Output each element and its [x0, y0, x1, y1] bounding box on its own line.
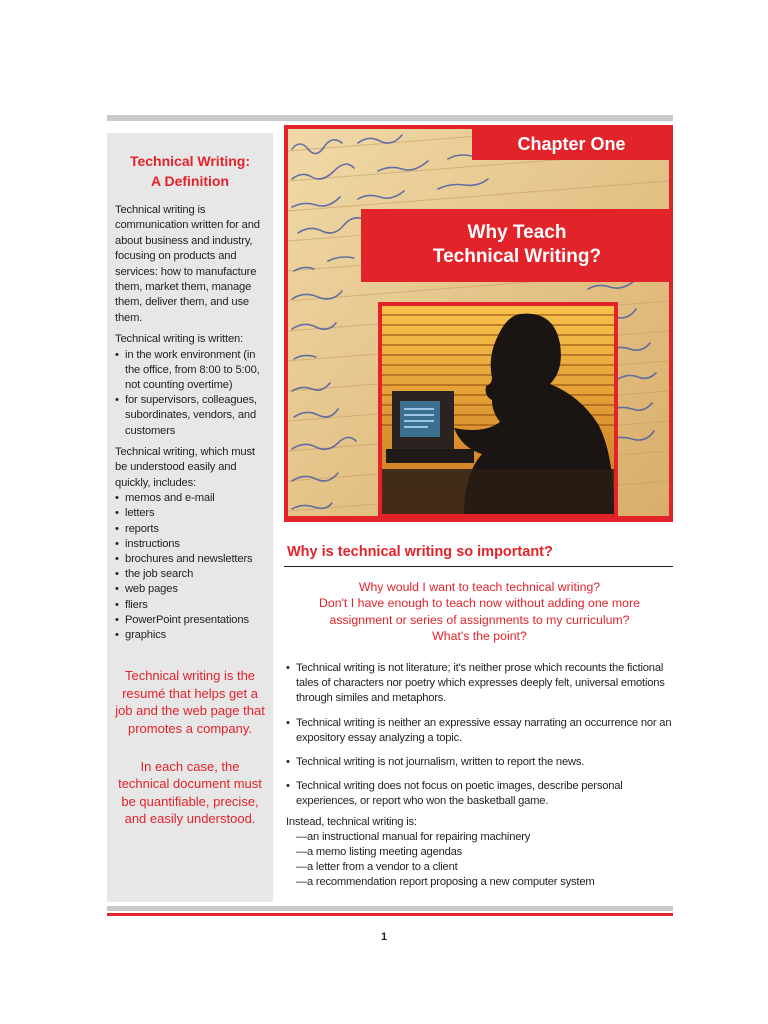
list-item: • reports: [115, 522, 265, 537]
list-item: • brochures and newsletters: [115, 552, 265, 567]
chapter-title-line1: Why Teach: [467, 222, 567, 243]
list-item: • instructions: [115, 537, 265, 552]
list-item: • memos and e-mail: [115, 491, 265, 506]
chapter-label: Chapter One: [472, 128, 671, 160]
sidebar-quote-technical-document: In each case, the technical document must be quantifiable, precise, and easily understood.: [118, 758, 262, 827]
list-item: • in the work environment (in the office, from 8:00 to 5:00, not counting overtime): [115, 348, 265, 394]
instead-intro: Instead, technical writing is:: [286, 816, 417, 828]
chapter-title-line2: Technical Writing?: [432, 246, 602, 267]
question-line: Don't I have enough to teach now without adding one more: [319, 596, 640, 611]
writer-at-computer-illustration: [288, 129, 669, 516]
list-item: • for supervisors, colleagues, subordinates, vendors, and customers: [115, 393, 265, 439]
list-item: • Technical writing does not focus on poetic images, describe personal experiences, or report who won the basketball game.: [286, 779, 673, 809]
list-item: —an instructional manual for repairing machinery: [296, 831, 531, 843]
page-number: 1: [380, 931, 388, 943]
list-item: —a memo listing meeting agendas: [296, 846, 463, 858]
list-item: • Technical writing is not journalism, written to report the news.: [286, 755, 673, 770]
includes-list: [115, 491, 265, 643]
definition-text: Technical writing is communication written for and about business and industry, focusing on products and services: how to manufacture them, market them, manage them, deliver them, and use them.: [115, 204, 260, 324]
top-rule: [107, 115, 673, 121]
list-item: —a recommendation report proposing a new computer system: [296, 876, 595, 888]
definition-sidebar: [107, 133, 273, 902]
rhetorical-questions: [286, 579, 673, 644]
chapter-hero-image: [284, 125, 673, 522]
bottom-rule-red: [107, 913, 673, 916]
list-item: • fliers: [115, 598, 265, 613]
written-intro: Technical writing is written:: [115, 333, 244, 346]
handwriting-background: [288, 129, 669, 516]
not-list: [286, 661, 673, 819]
list-item: • graphics: [115, 628, 265, 643]
includes-intro: Technical writing, which must be understood easily and quickly, includes:: [115, 445, 255, 489]
list-item: —a letter from a vendor to a client: [296, 861, 458, 873]
sidebar-title-line1: Technical Writing:: [129, 153, 251, 169]
list-item: • web pages: [115, 582, 265, 597]
list-item: • letters: [115, 506, 265, 521]
section-heading: Why is technical writing so important?: [287, 544, 553, 560]
bottom-rule-gray: [107, 906, 673, 911]
sidebar-title: [115, 151, 265, 191]
instead-block: [286, 815, 673, 890]
written-list: [115, 348, 265, 439]
list-item: • the job search: [115, 567, 265, 582]
question-line: What's the point?: [432, 628, 527, 643]
heading-rule: [284, 566, 673, 567]
list-item: • Technical writing is neither an expressive essay narrating an occurrence nor an expository essay analyzing a topic.: [286, 716, 673, 746]
sidebar-quote-resume: Technical writing is the resumé that helps get a job and the web page that promotes a company.: [115, 668, 265, 736]
list-item: • PowerPoint presentations: [115, 613, 265, 628]
question-line: Why would I want to teach technical writing?: [358, 580, 601, 594]
chapter-title: [361, 209, 673, 282]
list-item: • Technical writing is not literature; it's neither prose which recounts the fictional tales of characters nor poetry which expresses deeply felt, universal emotions through similes and metaphors.: [286, 661, 673, 707]
sidebar-title-line2: A Definition: [150, 173, 230, 189]
question-line: assignment or series of assignments to my curriculum?: [329, 612, 630, 627]
